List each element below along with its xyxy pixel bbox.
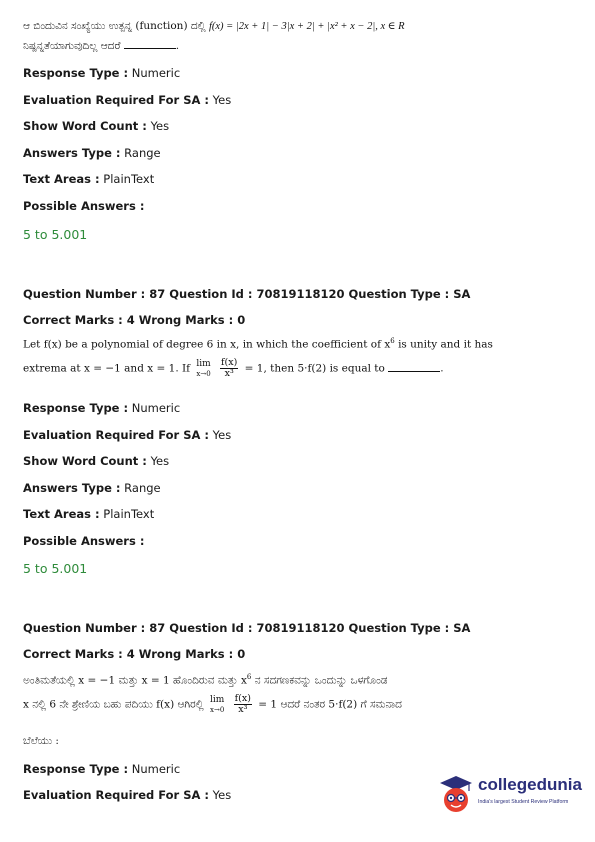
graduate-mascot-icon: [436, 773, 476, 817]
collegedunia-logo: [436, 773, 586, 823]
function-expression: f(x) = |2x + 1| − 3|x + 2| + |x² + x − 2|, x ∈ R: [208, 21, 405, 32]
meta-evaluation-required: Evaluation Required For SA : Yes: [23, 428, 232, 442]
meta-text-areas: Text Areas : PlainText: [23, 172, 155, 186]
question-text-line: ನಿಷ್ಪನ್ನತೆಯಾಗುವುದಿಲ್ಲ ಆದರೆ .: [23, 40, 180, 52]
fraction: $\frac{f(x)}{\text{x³}}$: [234, 693, 251, 715]
question-text-line: extrema at x = −1 and x = 1. If lim x→0 $\frac{f(x)}{\text{x³}}$ = 1, then 5·f(2) is equal to .: [23, 357, 444, 379]
possible-answer-value: 5 to 5.001: [23, 227, 88, 242]
answer-blank: [124, 40, 176, 49]
limit-expression: lim x→0: [196, 358, 211, 378]
question-text-kannada: ಆ ಬಿಂದುವಿನ ಸಂಖ್ಯೆಯು ಉತ್ಪನ್ನ (function) ದಲ್ಲಿ: [23, 20, 206, 32]
question-text-line: Let f(x) be a polynomial of degree 6 in x, in which the coefficient of $x^6$ is unity and it has: [23, 337, 493, 351]
meta-evaluation-required: Evaluation Required For SA : Yes: [23, 93, 232, 107]
limit-expression: lim x→0: [210, 694, 225, 714]
meta-response-type: Response Type : Numeric: [23, 762, 181, 776]
answer-blank: [388, 363, 440, 372]
question-header: Question Number : 87 Question Id : 70819118120 Question Type : SA: [23, 621, 471, 635]
meta-possible-answers: Possible Answers :: [23, 534, 145, 548]
question-marks: Correct Marks : 4 Wrong Marks : 0: [23, 647, 246, 661]
logo-tagline: India's largest Student Review Platform: [478, 799, 569, 805]
meta-show-word-count: Show Word Count : Yes: [23, 454, 170, 468]
fraction: $\frac{f(x)}{\text{x³}}$: [221, 357, 238, 379]
meta-answers-type: Answers Type : Range: [23, 481, 161, 495]
question-text-line: [23, 20, 405, 33]
question-text-line: ಅಂತಿಮತೆಯಲ್ಲಿ x = −1 ಮತ್ತು x = 1 ಹೊಂದಿರುವ ಮತ್ತು $x^6$ ನ ಸದಗಣಕವನ್ನು ಒಂದುನ್ನು ಒಳಗೊಂಡ: [23, 673, 388, 687]
meta-show-word-count: Show Word Count : Yes: [23, 119, 170, 133]
possible-answer-value: 5 to 5.001: [23, 561, 88, 576]
meta-response-type: Response Type : Numeric: [23, 401, 181, 415]
question-marks: Correct Marks : 4 Wrong Marks : 0: [23, 313, 246, 327]
meta-possible-answers: Possible Answers :: [23, 199, 145, 213]
question-text-kannada: ನಿಷ್ಪನ್ನತೆಯಾಗುವುದಿಲ್ಲ ಆದರೆ: [23, 40, 121, 52]
meta-text-areas: Text Areas : PlainText: [23, 507, 155, 521]
meta-evaluation-required: Evaluation Required For SA : Yes: [23, 788, 232, 802]
question-text-line: x ನಲ್ಲಿ 6 ನೇ ಶ್ರೇಣಿಯ ಬಹು ಪದಿಯು f(x) ಆಗಿರಲ್ಲಿ lim x→0 $\frac{f(x)}{\text{x³}}$ = 1 ಆದರೆ ನಂತರ 5·f(2) ಗೆ ಸಮನಾದ: [23, 693, 402, 715]
logo-brand-text: collegedunia: [478, 775, 582, 794]
meta-response-type: Response Type : Numeric: [23, 66, 181, 80]
question-text-line: ಬೆಲೆಯು :: [23, 735, 59, 747]
meta-answers-type: Answers Type : Range: [23, 146, 161, 160]
question-header: Question Number : 87 Question Id : 70819118120 Question Type : SA: [23, 287, 471, 301]
